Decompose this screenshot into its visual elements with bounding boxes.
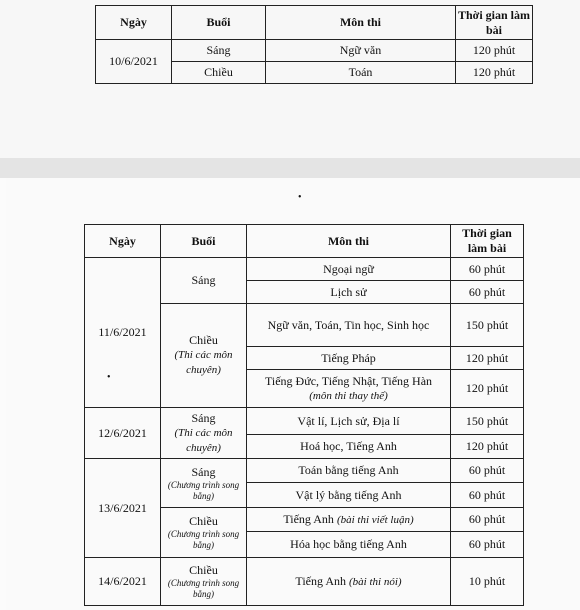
session-label: Sáng	[191, 410, 216, 425]
table-header-row	[96, 6, 533, 40]
subject-cell: Ngữ văn, Toán, Tin học, Sinh học	[247, 304, 451, 347]
duration-cell: 120 phút	[451, 370, 524, 408]
date-cell: 13/6/2021	[85, 459, 161, 558]
page-1	[0, 0, 580, 160]
header-date: Ngày	[85, 225, 161, 258]
date-cell: 14/6/2021	[85, 558, 161, 606]
session-note: (Chương trình song bằng)	[167, 529, 240, 550]
header-subject: Môn thi	[266, 6, 456, 40]
duration-cell: 120 phút	[456, 40, 533, 62]
header-date: Ngày	[96, 6, 172, 40]
subject-label: Tiếng Đức, Tiếng Nhật, Tiếng Hàn	[264, 373, 433, 388]
scan-speck: •	[107, 372, 111, 383]
subject-cell	[247, 508, 451, 532]
session-note: (Chương trình song bằng)	[167, 578, 240, 599]
subject-cell: Toán bằng tiếng Anh	[247, 459, 451, 483]
session-label: Sáng	[191, 464, 216, 479]
subject-cell: Vật lí, Lịch sử, Địa lí	[247, 408, 451, 435]
header-duration: Thời gian làm bài	[456, 6, 533, 40]
session-cell	[161, 558, 247, 606]
table-row	[85, 558, 524, 606]
subject-cell: Toán	[266, 62, 456, 84]
date-cell: 10/6/2021	[96, 40, 172, 84]
header-subject: Môn thi	[247, 225, 451, 258]
session-note: (Chương trình song bằng)	[167, 479, 240, 501]
session-cell	[161, 508, 247, 558]
duration-cell: 60 phút	[451, 459, 524, 483]
date-cell: 12/6/2021	[85, 408, 161, 459]
subject-cell: Hóa học bằng tiếng Anh	[247, 532, 451, 558]
table-row	[85, 258, 524, 281]
duration-cell: 10 phút	[451, 558, 524, 606]
date-cell: 11/6/2021	[85, 258, 161, 408]
subject-cell	[247, 558, 451, 606]
subject-cell: Vật lý bằng tiếng Anh	[247, 483, 451, 508]
session-note: (Thi các môn chuyên)	[174, 349, 233, 376]
session-label: Chiều	[189, 514, 218, 528]
duration-cell: 60 phút	[451, 508, 524, 532]
duration-cell: 60 phút	[451, 483, 524, 508]
scan-speck: •	[298, 192, 302, 203]
session-label: Chiều	[189, 563, 218, 577]
session-cell	[161, 304, 247, 408]
subject-cell: Lịch sử	[247, 281, 451, 304]
subject-note: (môn thi thay thế)	[309, 389, 388, 402]
duration-cell: 120 phút	[451, 347, 524, 370]
exam-table-2	[84, 224, 524, 606]
duration-cell: 60 phút	[451, 281, 524, 304]
session-cell: Sáng	[172, 40, 266, 62]
duration-cell: 120 phút	[456, 62, 533, 84]
subject-cell	[247, 370, 451, 408]
subject-note: (bài thi nói)	[349, 575, 402, 588]
subject-label: Tiếng Anh	[283, 511, 334, 526]
table-row	[85, 459, 524, 483]
table-row	[96, 40, 533, 62]
session-cell: Sáng	[161, 258, 247, 304]
exam-table-1	[95, 5, 533, 84]
session-cell: Chiều	[172, 62, 266, 84]
subject-note: (bài thi viết luận)	[336, 513, 414, 526]
page-gap	[0, 158, 580, 178]
subject-cell: Tiếng Pháp	[247, 347, 451, 370]
table-header-row	[85, 225, 524, 258]
session-cell	[161, 459, 247, 508]
session-label: Chiều	[189, 333, 218, 347]
session-cell	[161, 408, 247, 459]
header-session: Buổi	[161, 225, 247, 258]
session-note: (Thi các môn chuyên)	[174, 426, 233, 454]
duration-cell: 120 phút	[451, 435, 524, 459]
duration-cell: 150 phút	[451, 408, 524, 435]
header-duration: Thời gian làm bài	[451, 225, 524, 258]
subject-cell: Hoá học, Tiếng Anh	[247, 435, 451, 459]
duration-cell: 60 phút	[451, 532, 524, 558]
duration-cell: 150 phút	[451, 304, 524, 347]
duration-cell: 60 phút	[451, 258, 524, 281]
table-row	[85, 408, 524, 435]
header-session: Buổi	[172, 6, 266, 40]
subject-label: Tiếng Anh	[295, 573, 346, 588]
subject-cell: Ngoại ngữ	[247, 258, 451, 281]
subject-cell: Ngữ văn	[266, 40, 456, 62]
